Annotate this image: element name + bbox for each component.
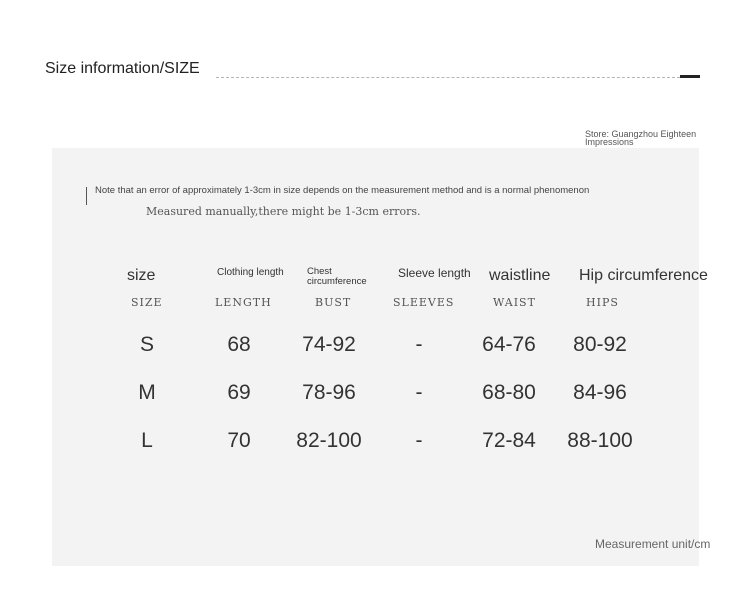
table-cell: S [139, 333, 154, 356]
table-cell: M [138, 381, 156, 404]
title-dashed-rule [216, 77, 680, 78]
header-waist: waistline [489, 267, 551, 284]
page-title: Size information/SIZE [45, 60, 200, 77]
subheader-bust: BUST [315, 296, 352, 309]
table-cell: - [415, 333, 423, 356]
table-cell: 84-96 [573, 381, 627, 404]
table-cell: L [141, 429, 153, 452]
table-cell: 82-100 [296, 429, 362, 452]
table-cell: 68-80 [482, 381, 536, 404]
header-size: size [127, 267, 156, 284]
title-accent-bar [680, 75, 700, 78]
table-cell: 88-100 [567, 429, 633, 452]
subheader-length: LENGTH [215, 296, 272, 309]
header-sleeve: Sleeve length [398, 266, 471, 280]
table-cell: 70 [227, 429, 251, 452]
table-cell: 80-92 [573, 333, 627, 356]
table-cell: 78-96 [302, 381, 356, 404]
table-cell: 69 [227, 381, 251, 404]
measurement-unit: Measurement unit/cm [595, 537, 711, 551]
table-cell: 74-92 [302, 333, 356, 356]
subheader-size: SIZE [131, 296, 163, 309]
note-marker [86, 187, 87, 205]
table-cell: 64-76 [482, 333, 536, 356]
store-watermark: Store: Guangzhou Eighteen Impressions [585, 129, 697, 147]
header-length: Clothing length [217, 267, 284, 278]
table-cell: - [415, 429, 423, 452]
header-hips: Hip circumference [579, 267, 708, 284]
subheader-waist: WAIST [493, 296, 536, 309]
subheader-sleeves: SLEEVES [393, 296, 455, 309]
subheader-hips: HIPS [586, 296, 619, 309]
table-cell: - [415, 381, 423, 404]
table-cell: 68 [227, 333, 251, 356]
note-english: Note that an error of approximately 1-3cm in size depends on the measurement method and is a normal phenomenon [95, 185, 590, 196]
note-secondary: Measured manually,there might be 1-3cm errors. [146, 205, 421, 218]
table-cell: 72-84 [482, 429, 536, 452]
header-chest: Chest circumference [307, 266, 367, 287]
